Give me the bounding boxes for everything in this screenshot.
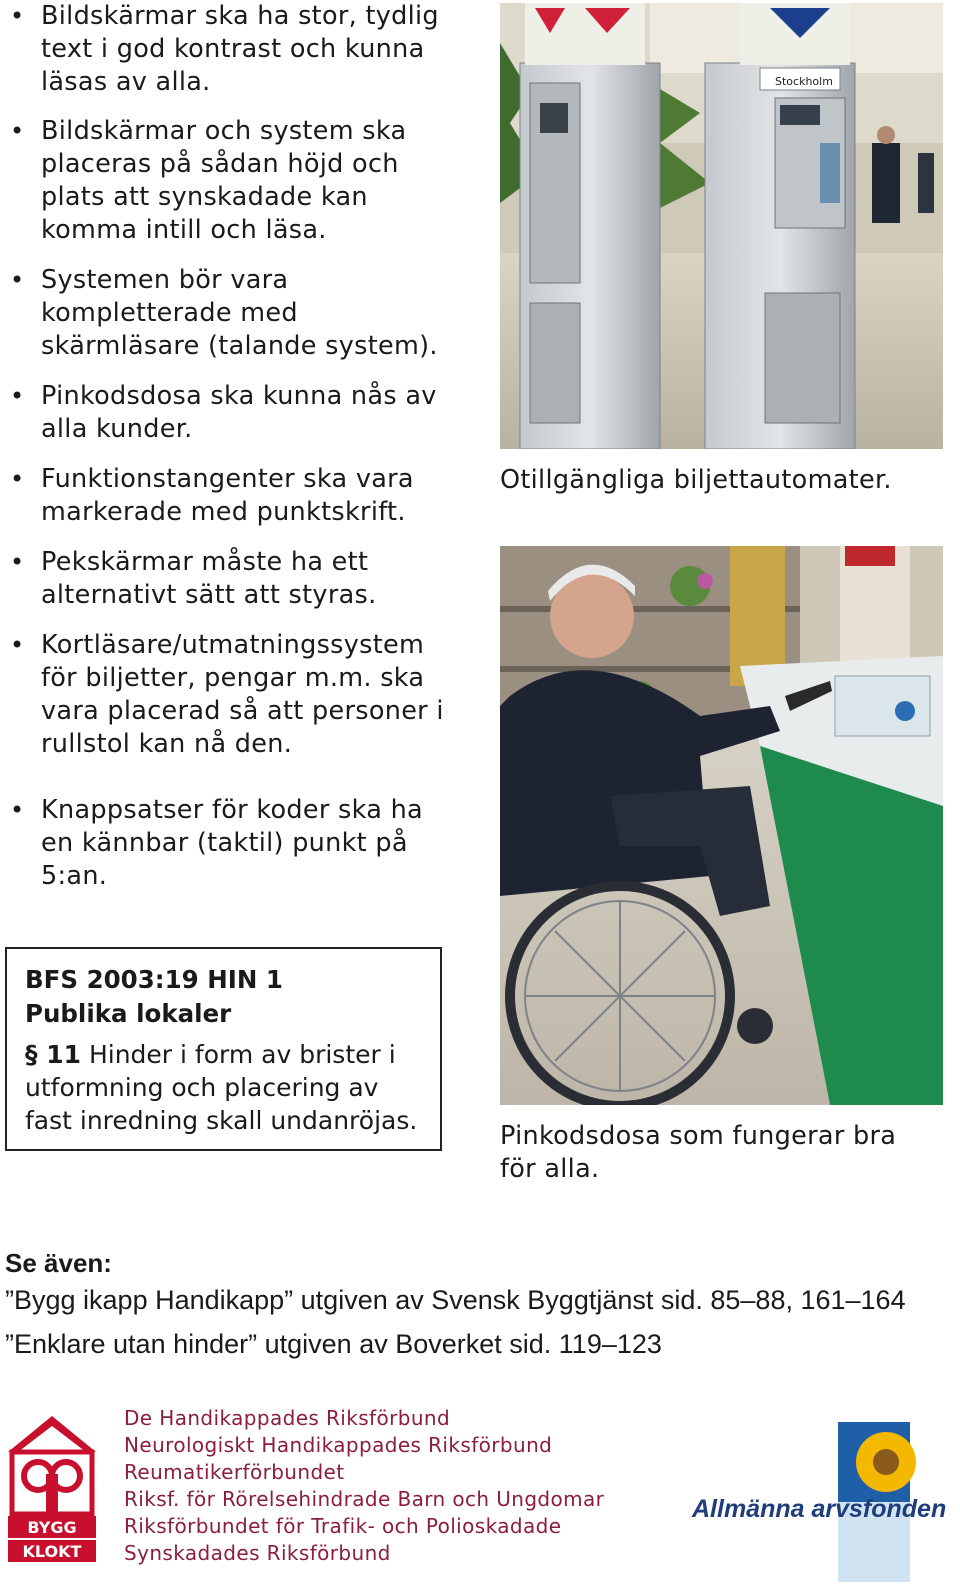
reference-item: ”Enklare utan hinder” utgiven av Boverket sid. 119–123 bbox=[5, 1329, 662, 1359]
bfs-regulation-box bbox=[5, 947, 442, 1151]
bottom-photo-caption: Pinkodsdosa som fungerar bra för alla. bbox=[500, 1121, 897, 1184]
wheelchair-user-photo bbox=[500, 546, 943, 1105]
list-item: • Bildskärmar och system ska placeras på sådan höjd och plats att synskadade kan komma intill och läsa. bbox=[8, 115, 448, 247]
klokt-text: KLOKT bbox=[22, 1542, 82, 1561]
top-photo-caption: Otillgängliga biljettautomater. bbox=[500, 465, 892, 495]
list-item: • Pekskärmar måste ha ett alternativt sätt att styras. bbox=[8, 546, 448, 612]
bygg-klokt-emblem bbox=[4, 1412, 100, 1564]
section-text: Hinder i form av brister i utformning och placering av fast inredning skall undanröjas. bbox=[25, 1040, 418, 1135]
bfs-paragraph bbox=[25, 1038, 422, 1137]
allmanna-arvsfonden-logo bbox=[688, 1422, 946, 1582]
arvsfonden-text: Allmänna arvsfonden bbox=[692, 1495, 946, 1523]
bfs-subtitle: Publika lokaler bbox=[25, 999, 232, 1028]
arvsfonden-emblem bbox=[688, 1422, 946, 1582]
list-item: • Funktionstangenter ska vara markerade med punktskrift. bbox=[8, 463, 448, 529]
list-item: Reumatikerförbundet bbox=[124, 1460, 345, 1484]
list-item: • Bildskärmar ska ha stor, tydlig text i god kontrast och kunna läsas av alla. bbox=[8, 0, 448, 99]
machine-sign-text: Stockholm bbox=[775, 75, 833, 88]
reference-item: ”Bygg ikapp Handikapp” utgiven av Svensk Byggtjänst sid. 85–88, 161–164 bbox=[5, 1285, 906, 1315]
bygg-text: BYGG bbox=[27, 1518, 77, 1537]
list-item: Synskadades Riksförbund bbox=[124, 1541, 391, 1565]
bfs-code: BFS 2003:19 HIN 1 bbox=[25, 965, 283, 994]
list-item: • Knappsatser för koder ska ha en kännbar (taktil) punkt på 5:an. bbox=[8, 794, 448, 893]
see-also-section bbox=[5, 1248, 955, 1366]
list-item: • Kortläsare/utmatningssystem för biljetter, pengar m.m. ska vara placerad så att personer i rullstol kan nå den. bbox=[8, 629, 448, 761]
list-item: Riksförbundet för Trafik- och Polioskadade bbox=[124, 1514, 562, 1538]
list-item: • Systemen bör vara kompletterade med skärmläsare (talande system). bbox=[8, 264, 448, 363]
wheelchair-user-image bbox=[500, 546, 943, 1105]
bygg-klokt-logo bbox=[4, 1412, 100, 1564]
section-number: § 11 bbox=[25, 1040, 81, 1069]
see-also-heading: Se även: bbox=[5, 1248, 112, 1278]
list-item: • Pinkodsdosa ska kunna nås av alla kunder. bbox=[8, 380, 448, 446]
list-item: De Handikappades Riksförbund bbox=[124, 1406, 451, 1430]
ticket-machines-image bbox=[500, 3, 943, 449]
organization-list bbox=[124, 1405, 604, 1567]
list-item: Neurologiskt Handikappades Riksförbund bbox=[124, 1433, 553, 1457]
ticket-machines-photo bbox=[500, 3, 943, 449]
list-item: Riksf. för Rörelsehindrade Barn och Ungdomar bbox=[124, 1487, 605, 1511]
